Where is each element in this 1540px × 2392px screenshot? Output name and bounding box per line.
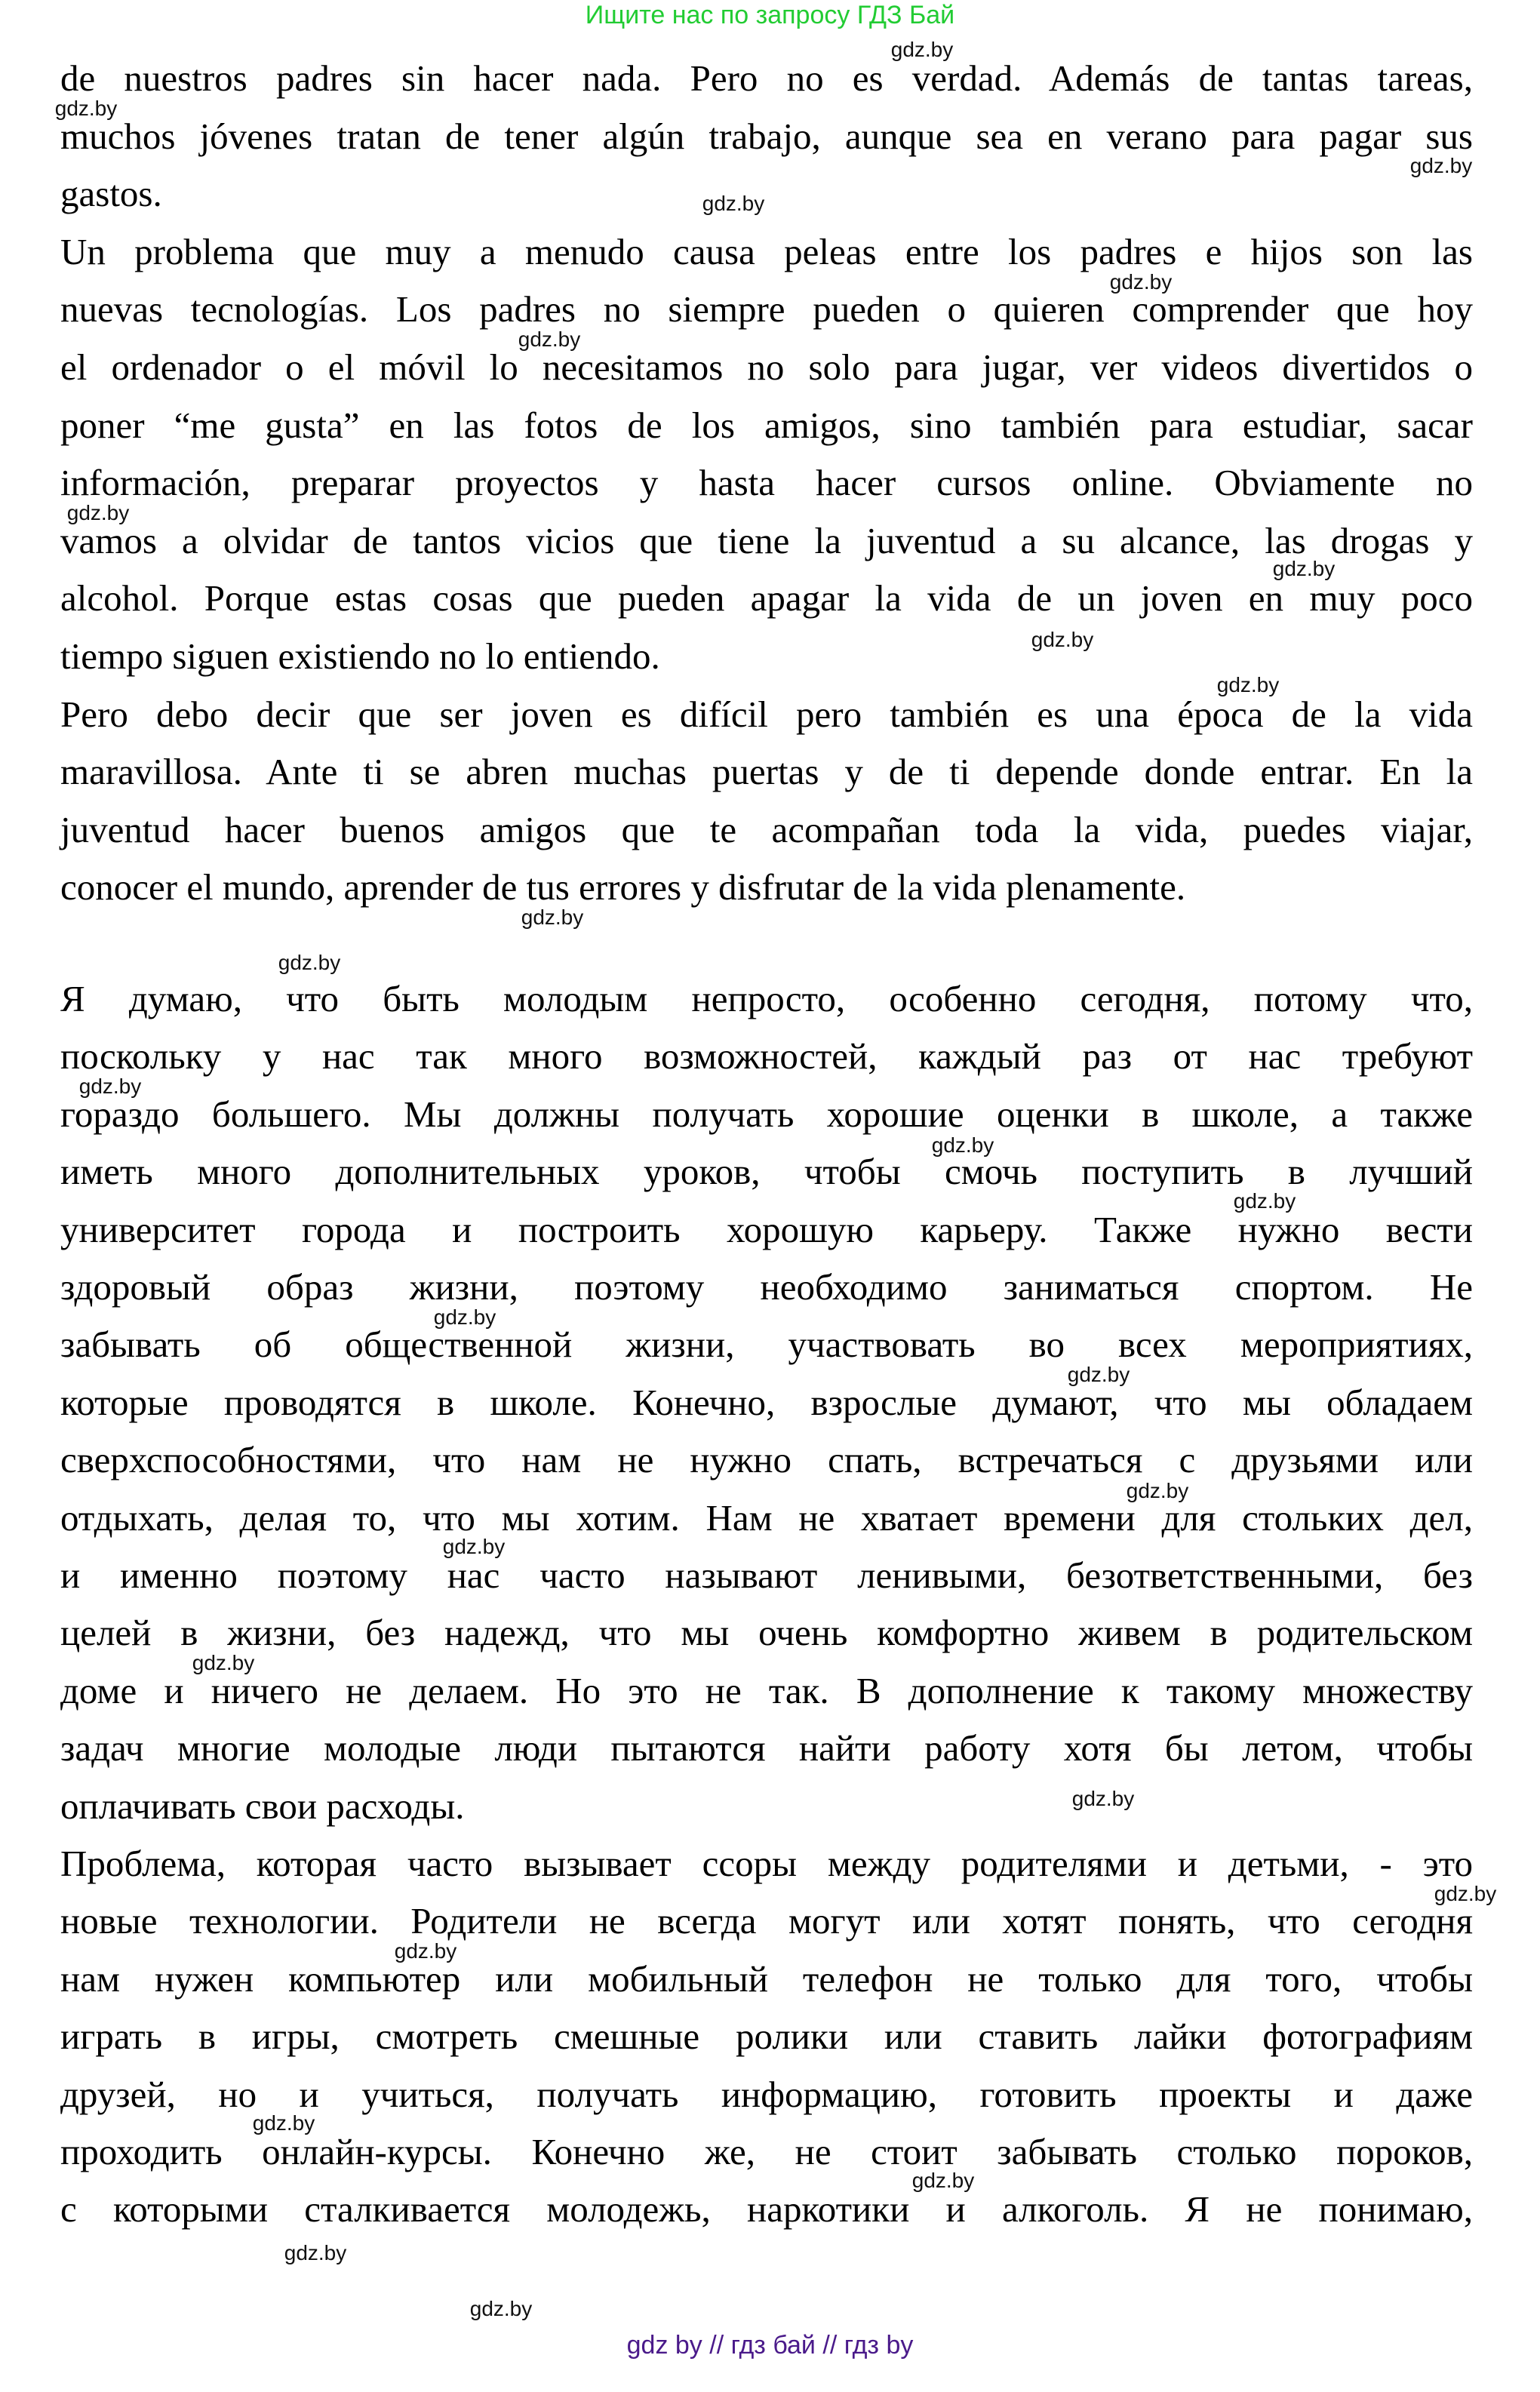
spanish-text-line: gastos.	[60, 173, 162, 215]
spanish-text-line: Un problema que muy a menudo causa peleas entre los padres e hijos son las	[60, 230, 1473, 272]
gdz-watermark: gdz.by	[1109, 270, 1173, 294]
gdz-watermark: gdz.by	[931, 1133, 994, 1157]
russian-text-line: отдыхать, делая то, что мы хотим. Нам не хватает времени для стольких дел,	[60, 1496, 1473, 1539]
spanish-text-line: de nuestros padres sin hacer nada. Pero no es verdad. Además de tantas tareas,	[60, 57, 1473, 99]
gdz-watermark: gdz.by	[1071, 1787, 1135, 1810]
gdz-watermark: gdz.by	[284, 2241, 347, 2264]
gdz-watermark: gdz.by	[192, 1651, 255, 1674]
russian-text-line: которые проводятся в школе. Конечно, взрослые думают, что мы обладаем	[60, 1381, 1473, 1423]
spanish-text-line: poner “me gusta” en las fotos de los amigos, sino también para estudiar, sacar	[60, 404, 1473, 446]
gdz-watermark: gdz.by	[54, 97, 118, 120]
russian-text-line: и именно поэтому нас часто называют ленивыми, безответственными, без	[60, 1554, 1473, 1596]
gdz-watermark: gdz.by	[911, 2169, 975, 2192]
russian-text-line: Проблема, которая часто вызывает ссоры между родителями и детьми, - это	[60, 1843, 1473, 1884]
gdz-watermark: gdz.by	[1434, 1882, 1497, 1905]
gdz-watermark: gdz.by	[521, 905, 584, 929]
gdz-watermark: gdz.by	[518, 327, 581, 351]
spanish-text-line: juventud hacer buenos amigos que te acompañan toda la vida, puedes viajar,	[60, 808, 1473, 850]
gdz-watermark: gdz.by	[702, 192, 765, 215]
russian-text-line: поскольку у нас так много возможностей, каждый раз от нас требуют	[60, 1035, 1473, 1078]
search-promo-banner: Ищите нас по запросу ГДЗ Бай	[585, 1, 955, 29]
spanish-text-line: vamos a olvidar de tantos vicios que tiene la juventud a su alcance, las drogas y	[60, 519, 1473, 561]
gdz-watermark: gdz.by	[1233, 1189, 1296, 1213]
spanish-text-line: Pero debo decir que ser joven es difícil pero también es una época de la vida	[60, 693, 1473, 735]
russian-text-line: доме и ничего не делаем. Но это не так. В дополнение к такому множеству	[60, 1669, 1473, 1711]
gdz-watermark: gdz.by	[1409, 154, 1473, 177]
spanish-text-line: tiempo siguen existiendo no lo entiendo.	[60, 635, 660, 677]
russian-text-line: здоровый образ жизни, поэтому необходимо заниматься спортом. Не	[60, 1266, 1473, 1308]
gdz-watermark: gdz.by	[78, 1075, 142, 1098]
gdz-watermark: gdz.by	[1216, 673, 1280, 696]
russian-text-line: забывать об общественной жизни, участвовать во всех мероприятиях,	[60, 1324, 1473, 1366]
russian-text-line: оплачивать свои расходы.	[60, 1785, 465, 1827]
russian-text-line: гораздо большего. Мы должны получать хорошие оценки в школе, а также	[60, 1093, 1473, 1135]
russian-text-line: целей в жизни, без надежд, что мы очень комфортно живем в родительском	[60, 1612, 1473, 1654]
gdz-watermark: gdz.by	[1067, 1363, 1130, 1386]
russian-text-line: проходить онлайн-курсы. Конечно же, не стоит забывать столько пороков,	[60, 2131, 1473, 2172]
spanish-text-line: muchos jóvenes tratan de tener algún trabajo, aunque sea en verano para pagar sus	[60, 115, 1473, 157]
russian-text-line: университет города и построить хорошую карьеру. Также нужно вести	[60, 1208, 1473, 1250]
gdz-watermark: gdz.by	[252, 2111, 315, 2135]
spanish-text-line: el ordenador o el móvil lo necesitamos no solo para jugar, ver videos divertidos o	[60, 346, 1473, 388]
gdz-watermark: gdz.by	[442, 1535, 506, 1558]
gdz-watermark: gdz.by	[469, 2297, 533, 2320]
russian-text-line: играть в игры, смотреть смешные ролики или ставить лайки фотографиям	[60, 2015, 1473, 2058]
footer-links[interactable]: gdz by // гдз бай // гдз by	[626, 2331, 914, 2360]
spanish-text-line: información, preparar proyectos y hasta hacer cursos online. Obviamente no	[60, 462, 1473, 504]
spanish-text-line: maravillosa. Ante ti se abren muchas puertas y de ti depende donde entrar. En la	[60, 751, 1473, 793]
gdz-watermark: gdz.by	[1031, 628, 1094, 651]
gdz-watermark: gdz.by	[1126, 1479, 1189, 1502]
gdz-watermark: gdz.by	[1272, 557, 1336, 580]
gdz-watermark: gdz.by	[433, 1305, 496, 1329]
russian-text-line: новые технологии. Родители не всегда могут или хотят понять, что сегодня	[60, 1900, 1473, 1942]
spanish-text-line: nuevas tecnologías. Los padres no siempre pueden o quieren comprender que hoy	[60, 288, 1473, 331]
russian-text-line: Я думаю, что быть молодым непросто, особенно сегодня, потому что,	[60, 978, 1473, 1019]
gdz-watermark: gdz.by	[66, 501, 130, 524]
russian-text-line: иметь много дополнительных уроков, чтобы смочь поступить в лучший	[60, 1151, 1473, 1193]
russian-text-line: нам нужен компьютер или мобильный телефон не только для того, чтобы	[60, 1957, 1473, 2000]
russian-text-line: друзей, но и учиться, получать информацию, готовить проекты и даже	[60, 2073, 1473, 2115]
gdz-watermark: gdz.by	[278, 951, 341, 974]
russian-text-line: сверхспособностями, что нам не нужно спать, встречаться с друзьями или	[60, 1439, 1473, 1481]
gdz-watermark: gdz.by	[890, 38, 954, 61]
russian-text-line: задач многие молодые люди пытаются найти работу хотя бы летом, чтобы	[60, 1727, 1473, 1769]
gdz-watermark: gdz.by	[394, 1939, 457, 1963]
spanish-text-line: alcohol. Porque estas cosas que pueden apagar la vida de un joven en muy poco	[60, 577, 1473, 620]
russian-text-line: с которыми сталкивается молодежь, наркотики и алкоголь. Я не понимаю,	[60, 2188, 1473, 2231]
spanish-text-line: conocer el mundo, aprender de tus errores y disfrutar de la vida plenamente.	[60, 866, 1186, 909]
